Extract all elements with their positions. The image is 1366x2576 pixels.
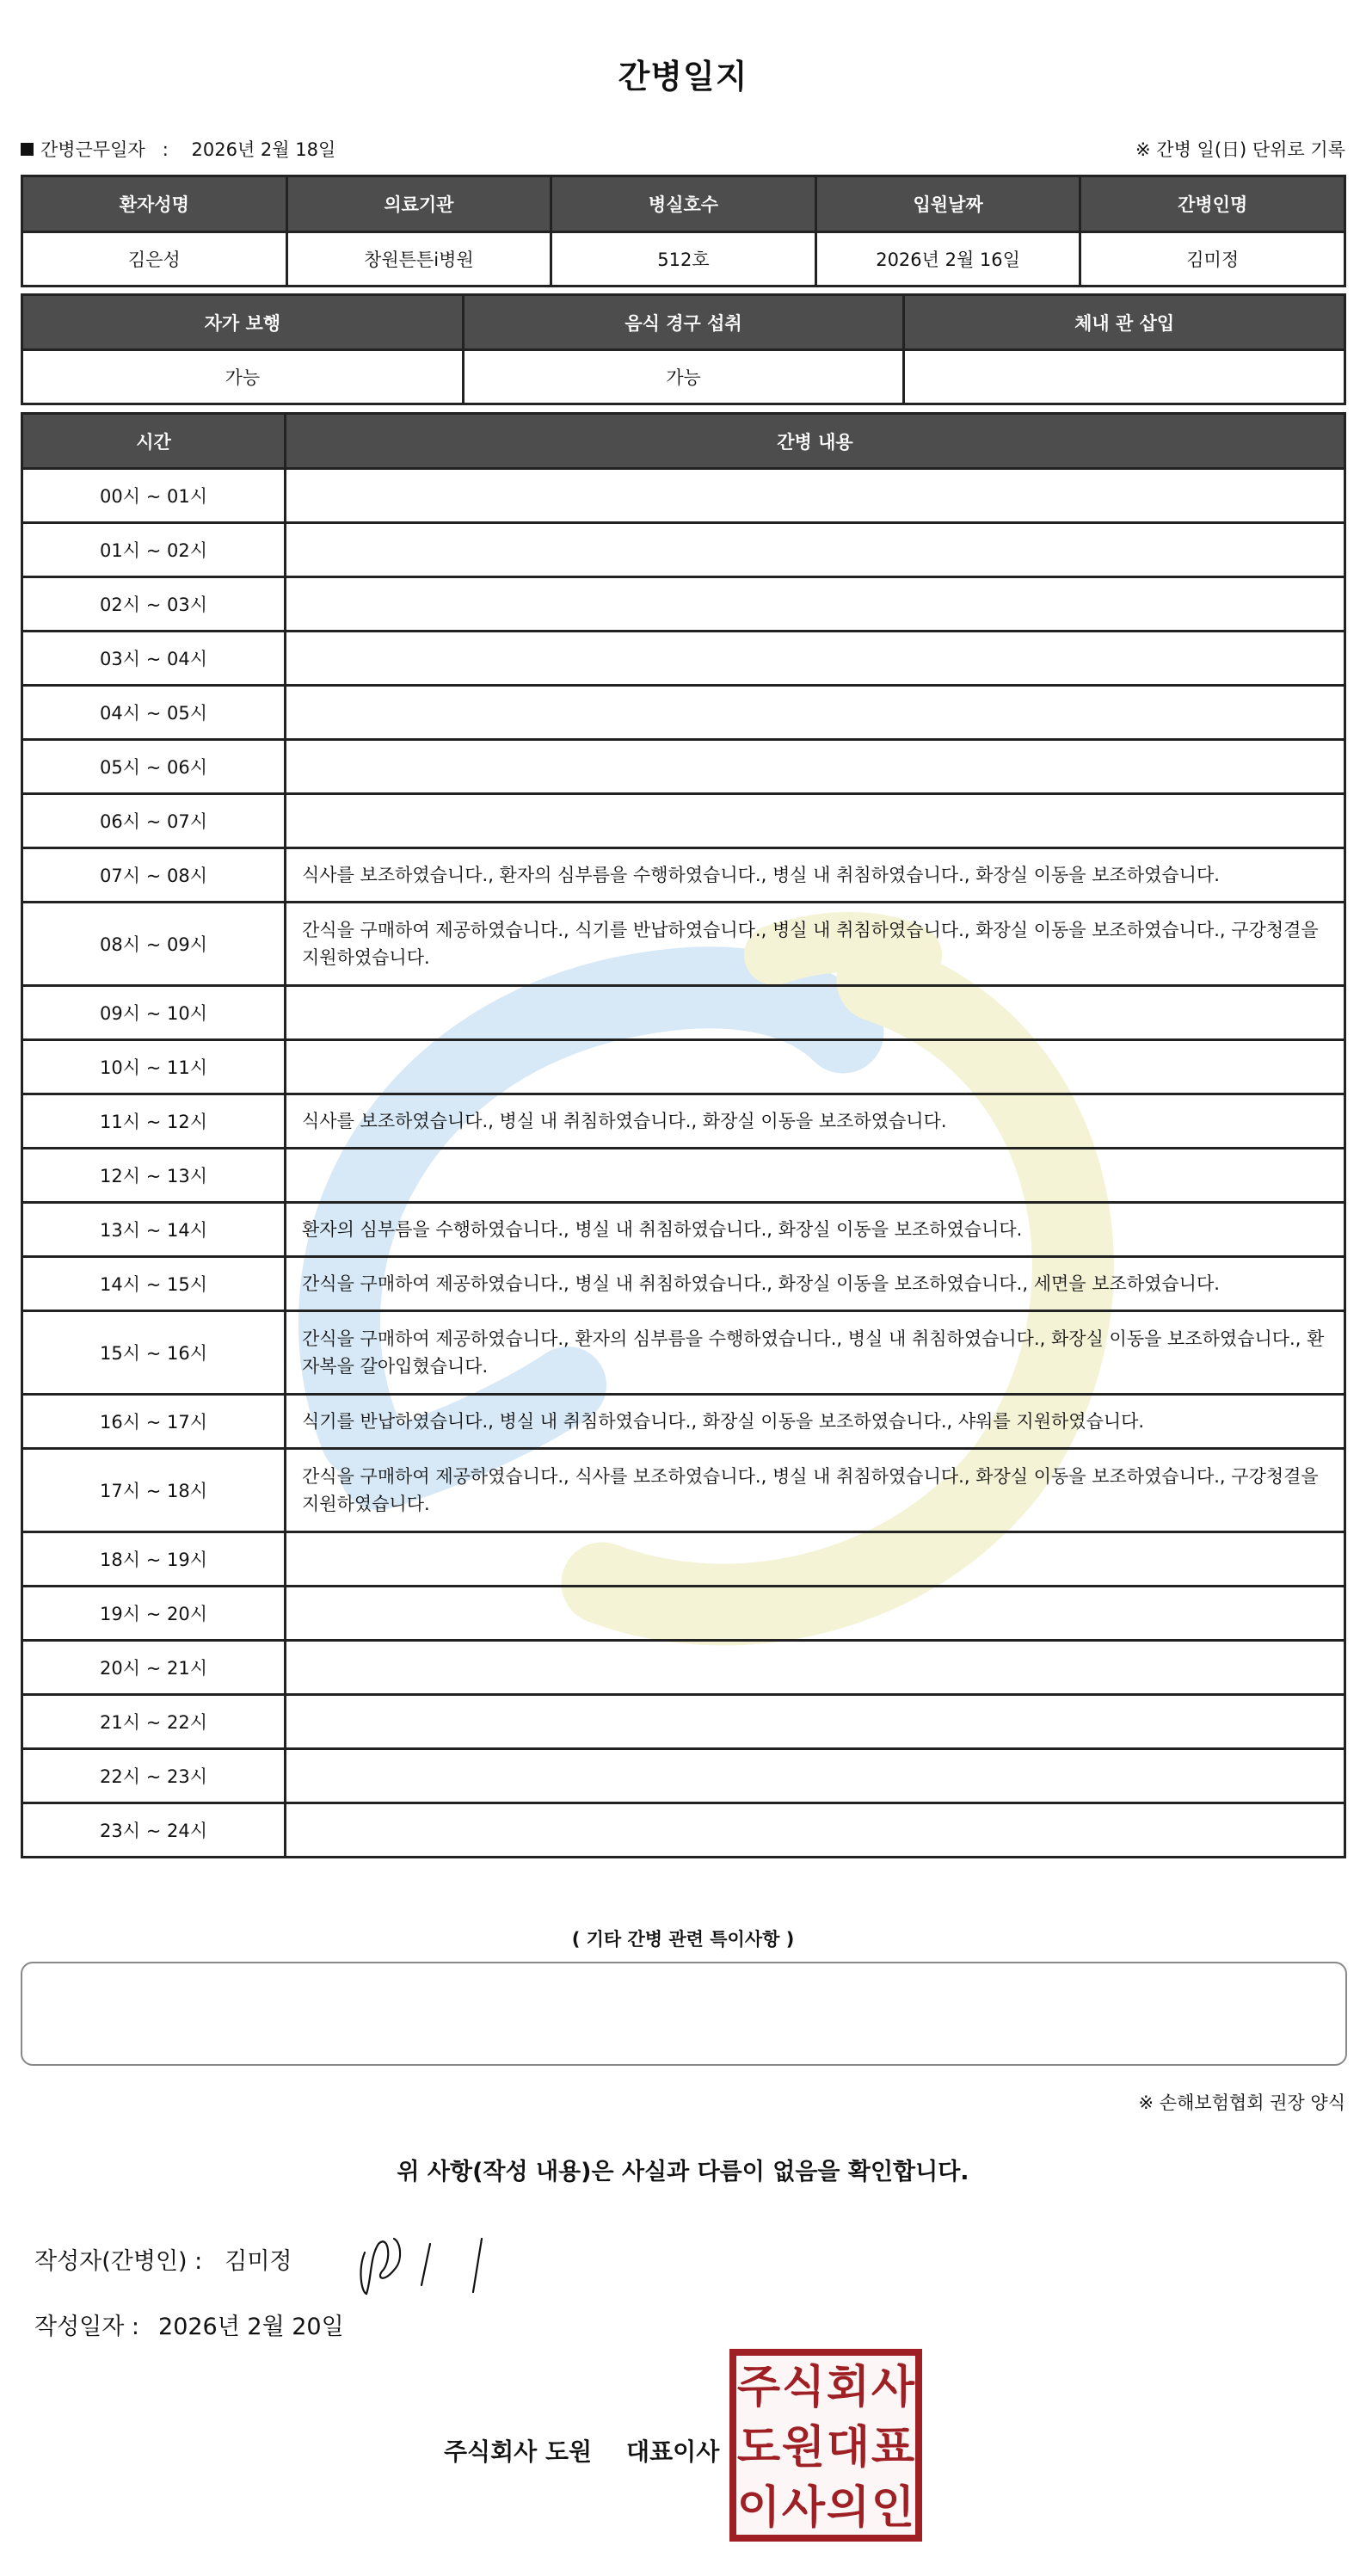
header-self-walking: 자가 보행 (22, 295, 464, 350)
company-name: 주식회사 도원 (444, 2437, 593, 2466)
admission-date: 2026년 2월 16일 (815, 232, 1080, 287)
seal-glyph: 식 (781, 2362, 826, 2413)
header-caregiver-name: 간병인명 (1080, 176, 1345, 232)
institution: 창원튼튼i병원 (286, 232, 551, 287)
log-time: 06시 ~ 07시 (22, 794, 286, 848)
log-content: 간식을 구매하여 제공하였습니다., 식기를 반납하였습니다., 병실 내 취침하였습니다., 화장실 이동을 보조하였습니다., 구강청결을 지원하였습니다. (286, 903, 1345, 986)
log-row (22, 577, 1345, 632)
work-date-sep: : (162, 139, 169, 160)
log-row (22, 469, 1345, 523)
log-time: 14시 ~ 15시 (22, 1257, 286, 1311)
seal-glyph: 주 (736, 2362, 781, 2413)
seal-glyph: 도 (736, 2422, 781, 2474)
log-content (286, 740, 1345, 794)
log-row (22, 1695, 1345, 1749)
log-time: 16시 ~ 17시 (22, 1395, 286, 1449)
log-content: 식사를 보조하였습니다., 병실 내 취침하였습니다., 화장실 이동을 보조하였습니다. (286, 1094, 1345, 1149)
log-row (22, 903, 1345, 986)
log-row (22, 848, 1345, 903)
log-time: 02시 ~ 03시 (22, 577, 286, 632)
info-value-row (22, 232, 1345, 287)
header-care-content: 간병 내용 (286, 414, 1345, 469)
log-row (22, 523, 1345, 577)
writer-name: 김미정 (225, 2248, 292, 2275)
log-content (286, 1587, 1345, 1641)
log-time: 00시 ~ 01시 (22, 469, 286, 523)
patient-name: 김은성 (22, 232, 287, 287)
log-row (22, 1311, 1345, 1395)
status-header-row (22, 295, 1345, 350)
confirm-statement: 위 사항(작성 내용)은 사실과 다름이 없음을 확인합니다. (397, 2159, 969, 2185)
log-row (22, 1395, 1345, 1449)
special-notes-box (21, 1962, 1347, 2066)
log-time: 17시 ~ 18시 (22, 1449, 286, 1532)
log-time: 10시 ~ 11시 (22, 1040, 286, 1094)
log-content (286, 986, 1345, 1040)
header-institution: 의료기관 (286, 176, 551, 232)
recommend-note: ※ 손해보험협회 권장 양식 (1138, 2092, 1345, 2113)
log-content (286, 469, 1345, 523)
log-row (22, 1803, 1345, 1858)
log-row (22, 1257, 1345, 1311)
writer-label: 작성자(간병인) : (34, 2248, 203, 2275)
log-content: 간식을 구매하여 제공하였습니다., 환자의 심부름을 수행하였습니다., 병실 내 취침하였습니다., 화장실 이동을 보조하였습니다., 환자복을 갈아입혔습니다. (286, 1311, 1345, 1395)
write-date-line (34, 2308, 344, 2341)
log-row (22, 740, 1345, 794)
log-time: 01시 ~ 02시 (22, 523, 286, 577)
header-admission-date: 입원날짜 (815, 176, 1080, 232)
log-content (286, 1749, 1345, 1803)
log-content (286, 577, 1345, 632)
log-content: 식기를 반납하였습니다., 병실 내 취침하였습니다., 화장실 이동을 보조하였습니다., 샤워를 지원하였습니다. (286, 1395, 1345, 1449)
log-time: 22시 ~ 23시 (22, 1749, 286, 1803)
log-time: 12시 ~ 13시 (22, 1149, 286, 1203)
log-content (286, 794, 1345, 848)
log-time: 19시 ~ 20시 (22, 1587, 286, 1641)
log-time: 18시 ~ 19시 (22, 1532, 286, 1587)
log-time: 23시 ~ 24시 (22, 1803, 286, 1858)
write-date-value: 2026년 2월 20일 (158, 2314, 344, 2340)
seal-glyph: 이 (736, 2482, 781, 2534)
seal-glyph: 표 (871, 2422, 915, 2474)
handwritten-signature (353, 2218, 499, 2296)
header-tube-insertion: 체내 관 삽입 (904, 295, 1345, 350)
work-date (21, 136, 335, 162)
log-content: 간식을 구매하여 제공하였습니다., 식사를 보조하였습니다., 병실 내 취침하였습니다., 화장실 이동을 보조하였습니다., 구강청결을 지원하였습니다. (286, 1449, 1345, 1532)
page-title: 간병일지 (618, 58, 748, 96)
seal-glyph: 원 (781, 2422, 826, 2474)
meta-row (21, 136, 1345, 162)
status-value-row (22, 350, 1345, 404)
special-notes-title: ( 기타 간병 관련 특이사항 ) (571, 1929, 795, 1950)
log-row (22, 1449, 1345, 1532)
seal-glyph: 인 (871, 2482, 915, 2534)
self-walking: 가능 (22, 350, 464, 404)
log-header-row (22, 414, 1345, 469)
daily-record-note: ※ 간병 일(日) 단위로 기록 (1135, 139, 1345, 160)
log-time: 03시 ~ 04시 (22, 632, 286, 686)
representative-title: 대표이사 (626, 2437, 720, 2466)
log-content (286, 686, 1345, 740)
log-content: 식사를 보조하였습니다., 환자의 심부름을 수행하였습니다., 병실 내 취침하였습니다., 화장실 이동을 보조하였습니다. (286, 848, 1345, 903)
company-line (444, 2433, 719, 2468)
write-date-label: 작성일자 : (34, 2314, 140, 2340)
log-row (22, 1587, 1345, 1641)
log-time: 11시 ~ 12시 (22, 1094, 286, 1149)
log-time: 05시 ~ 06시 (22, 740, 286, 794)
square-bullet-icon (21, 143, 34, 156)
log-time: 13시 ~ 14시 (22, 1203, 286, 1257)
log-row (22, 1094, 1345, 1149)
log-body (22, 469, 1345, 1858)
log-content (286, 1149, 1345, 1203)
seal-glyph: 대 (826, 2422, 871, 2474)
log-time: 08시 ~ 09시 (22, 903, 286, 986)
writer-line (34, 2242, 292, 2276)
log-time: 21시 ~ 22시 (22, 1695, 286, 1749)
company-seal-stamp (729, 2349, 922, 2542)
log-content (286, 1803, 1345, 1858)
tube-insertion (904, 350, 1345, 404)
work-date-label: 간병근무일자 (40, 139, 145, 160)
room-number: 512호 (551, 232, 816, 287)
log-row (22, 1203, 1345, 1257)
seal-glyph: 사 (871, 2362, 915, 2413)
info-header-row (22, 176, 1345, 232)
oral-intake: 가능 (463, 350, 904, 404)
log-time: 15시 ~ 16시 (22, 1311, 286, 1395)
log-content (286, 1641, 1345, 1695)
log-content (286, 1532, 1345, 1587)
header-room-number: 병실호수 (551, 176, 816, 232)
log-content: 간식을 구매하여 제공하였습니다., 병실 내 취침하였습니다., 화장실 이동을 보조하였습니다., 세면을 보조하였습니다. (286, 1257, 1345, 1311)
log-content (286, 1040, 1345, 1094)
log-row (22, 794, 1345, 848)
log-content (286, 632, 1345, 686)
log-time: 20시 ~ 21시 (22, 1641, 286, 1695)
log-row (22, 686, 1345, 740)
header-patient-name: 환자성명 (22, 176, 287, 232)
log-row (22, 986, 1345, 1040)
log-row (22, 1532, 1345, 1587)
header-oral-intake: 음식 경구 섭취 (463, 295, 904, 350)
log-time: 09시 ~ 10시 (22, 986, 286, 1040)
patient-status-table (21, 293, 1346, 405)
seal-glyph: 회 (826, 2362, 871, 2413)
seal-glyph: 의 (826, 2482, 871, 2534)
caregiver-name: 김미정 (1080, 232, 1345, 287)
care-log-table (21, 412, 1346, 1858)
log-content (286, 1695, 1345, 1749)
log-row (22, 1641, 1345, 1695)
header-time: 시간 (22, 414, 286, 469)
log-row (22, 632, 1345, 686)
log-time: 07시 ~ 08시 (22, 848, 286, 903)
log-row (22, 1040, 1345, 1094)
log-row (22, 1149, 1345, 1203)
patient-info-table (21, 175, 1346, 287)
log-time: 04시 ~ 05시 (22, 686, 286, 740)
seal-glyph: 사 (781, 2482, 826, 2534)
log-content: 환자의 심부름을 수행하였습니다., 병실 내 취침하였습니다., 화장실 이동을 보조하였습니다. (286, 1203, 1345, 1257)
log-content (286, 523, 1345, 577)
work-date-value: 2026년 2월 18일 (191, 139, 336, 160)
log-row (22, 1749, 1345, 1803)
